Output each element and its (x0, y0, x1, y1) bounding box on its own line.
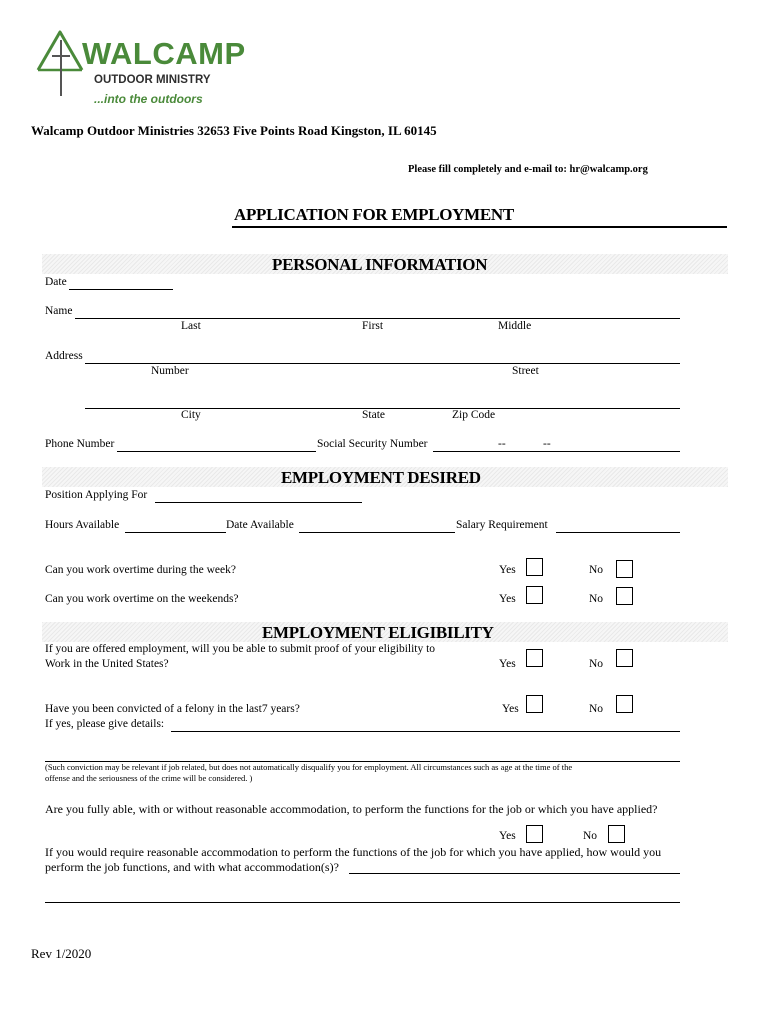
proof-yes-checkbox[interactable] (526, 649, 543, 667)
date-available-label: Date Available (226, 519, 294, 531)
accommodation-field[interactable] (349, 860, 680, 874)
proof-question-line1: If you are offered employment, will you be able to submit proof of your eligibility to (45, 643, 436, 655)
overtime-weekend-question: Can you work overtime on the weekends? (45, 593, 239, 605)
address-street-caption: Street (512, 365, 539, 377)
hours-field[interactable] (125, 519, 226, 533)
conviction-note-line1: (Such conviction may be relevant if job related, but does not automatically disqualify you for employment. All circumstances such as age at the time of the (45, 762, 573, 772)
phone-label: Phone Number (45, 438, 115, 450)
ability-no-checkbox[interactable] (608, 825, 625, 843)
ability-yes-checkbox[interactable] (526, 825, 543, 843)
title-underline (232, 226, 727, 228)
page-title: APPLICATION FOR EMPLOYMENT (234, 205, 514, 224)
revision-date: Rev 1/2020 (31, 946, 92, 961)
overtime-weekend-yes-checkbox[interactable] (526, 586, 543, 604)
position-field[interactable] (155, 489, 362, 503)
felony-details-field[interactable] (171, 718, 680, 732)
date-label: Date (45, 276, 67, 288)
proof-question-line2: Work in the United States? (45, 658, 169, 670)
conviction-note-line2: offense and the seriousness of the crime will be considered. ) (45, 773, 253, 783)
felony-yes-label: Yes (502, 703, 519, 715)
state-caption: State (362, 409, 385, 421)
accommodation-field-2[interactable] (45, 889, 680, 903)
position-label: Position Applying For (45, 489, 148, 501)
name-last-caption: Last (181, 320, 201, 332)
felony-no-checkbox[interactable] (616, 695, 633, 713)
salary-label: Salary Requirement (456, 519, 548, 531)
proof-no-label: No (589, 658, 604, 670)
city-state-zip-field[interactable] (85, 395, 680, 409)
date-available-field[interactable] (299, 519, 455, 533)
date-field[interactable] (69, 276, 173, 290)
organization-address: Walcamp Outdoor Ministries 32653 Five Points Road Kingston, IL 60145 (31, 123, 437, 138)
section-heading-employment: EMPLOYMENT DESIRED (281, 468, 481, 487)
ability-question: Are you fully able, with or without reasonable accommodation, to perform the functions for the job or which you have applied? (45, 802, 658, 816)
logo-subtitle: OUTDOOR MINISTRY (94, 74, 211, 86)
name-first-caption: First (362, 320, 384, 332)
ssn-dash-2: -- (543, 438, 551, 450)
hours-label: Hours Available (45, 519, 120, 531)
address-field[interactable] (85, 350, 680, 364)
overtime-weekend-no-label: No (589, 593, 604, 605)
submission-instruction: Please fill completely and e-mail to: hr@walcamp.org (408, 164, 648, 175)
felony-details-field-2[interactable] (45, 748, 680, 762)
zip-caption: Zip Code (452, 409, 496, 421)
salary-field[interactable] (556, 519, 680, 533)
overtime-week-question: Can you work overtime during the week? (45, 564, 236, 576)
section-heading-eligibility: EMPLOYMENT ELIGIBILITY (262, 623, 494, 642)
section-heading-personal: PERSONAL INFORMATION (272, 255, 488, 274)
logo (34, 28, 246, 112)
name-middle-caption: Middle (498, 320, 532, 332)
accommodation-question-line1: If you would require reasonable accommodation to perform the functions of the job for which you have applied, how would you (45, 845, 662, 859)
overtime-week-yes-checkbox[interactable] (526, 558, 543, 576)
proof-no-checkbox[interactable] (616, 649, 633, 667)
overtime-weekend-no-checkbox[interactable] (616, 587, 633, 605)
felony-question: Have you been convicted of a felony in the last7 years? (45, 703, 300, 715)
phone-field[interactable] (117, 438, 316, 452)
ssn-field[interactable] (433, 438, 680, 452)
name-field[interactable] (75, 305, 680, 319)
logo-name: WALCAMP (82, 36, 246, 71)
overtime-week-yes-label: Yes (499, 564, 516, 576)
overtime-week-no-label: No (589, 564, 604, 576)
felony-details-label: If yes, please give details: (45, 718, 165, 730)
ssn-dash-1: -- (498, 438, 506, 450)
accommodation-question-line2: perform the job functions, and with what accommodation(s)? (45, 860, 339, 874)
felony-yes-checkbox[interactable] (526, 695, 543, 713)
name-label: Name (45, 305, 73, 317)
ability-no-label: No (583, 830, 598, 842)
address-number-caption: Number (151, 365, 189, 377)
city-caption: City (181, 409, 201, 421)
ability-yes-label: Yes (499, 830, 516, 842)
proof-yes-label: Yes (499, 658, 516, 670)
ssn-label: Social Security Number (317, 438, 428, 450)
address-label: Address (45, 350, 83, 362)
felony-no-label: No (589, 703, 604, 715)
overtime-week-no-checkbox[interactable] (616, 560, 633, 578)
logo-tagline: ...into the outdoors (94, 92, 203, 106)
overtime-weekend-yes-label: Yes (499, 593, 516, 605)
